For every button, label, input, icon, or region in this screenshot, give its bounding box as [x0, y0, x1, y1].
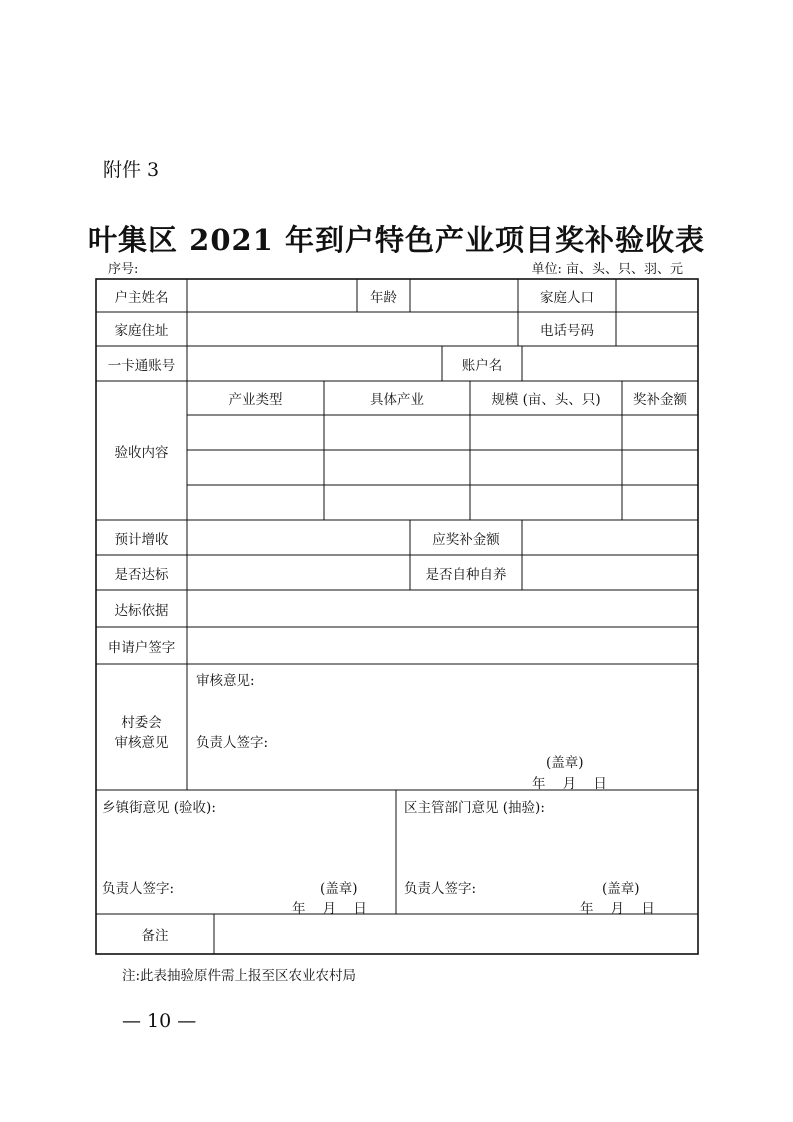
due-subsidy-amount-label: 应奖补金额	[432, 531, 500, 548]
account-name-label: 账户名	[461, 357, 503, 374]
standard-basis-label: 达标依据	[114, 602, 169, 619]
card-account-field[interactable]	[187, 346, 442, 381]
subsidy-amount-header: 奖补金额	[633, 392, 687, 408]
district-seal-label: (盖章)	[602, 881, 640, 897]
account-name-field[interactable]	[522, 346, 698, 381]
unit-label: 单位: 亩、头、只、羽、元	[531, 262, 683, 277]
village-date-label: 年 月 日	[532, 776, 607, 792]
due-subsidy-amount-field[interactable]	[522, 520, 698, 555]
acceptance-row[interactable]	[187, 450, 698, 485]
industry-type-header: 产业类型	[228, 392, 283, 408]
meets-standard-field[interactable]	[187, 555, 410, 590]
applicant-signature-label: 申请户签字	[107, 639, 176, 656]
village-responsible-signature-label: 负责人签字:	[196, 735, 269, 751]
remarks-label: 备注	[141, 928, 169, 944]
household-head-name-field[interactable]	[187, 279, 357, 312]
phone-number-field[interactable]	[616, 312, 698, 346]
acceptance-content-label: 验收内容	[114, 444, 169, 461]
age-field[interactable]	[410, 279, 518, 312]
township-date-label: 年 月 日	[292, 901, 367, 917]
acceptance-row[interactable]	[187, 415, 698, 450]
acceptance-row[interactable]	[187, 485, 698, 520]
standard-basis-field[interactable]	[187, 590, 698, 627]
village-committee-label-line1: 村委会	[121, 715, 162, 731]
township-opinion-label: 乡镇街意见 (验收):	[102, 800, 216, 816]
self-planted-raised-label: 是否自种自养	[425, 566, 507, 583]
footnote: 注:此表抽验原件需上报至区农业农村局	[122, 968, 357, 984]
family-size-field[interactable]	[616, 279, 698, 312]
self-planted-raised-field[interactable]	[522, 555, 698, 590]
phone-number-label: 电话号码	[540, 323, 594, 339]
scale-header: 规模 (亩、头、只)	[491, 392, 601, 408]
district-date-label: 年 月 日	[580, 901, 655, 917]
home-address-field[interactable]	[187, 312, 518, 346]
applicant-signature-field[interactable]	[187, 627, 698, 664]
township-seal-label: (盖章)	[320, 881, 358, 897]
village-seal-label: (盖章)	[546, 755, 584, 771]
remarks-field[interactable]	[214, 914, 698, 954]
township-responsible-signature-label: 负责人签字:	[102, 881, 175, 897]
attachment-label: 附件 3	[103, 159, 160, 181]
expected-income-label: 预计增收	[114, 531, 169, 548]
specific-industry-header: 具体产业	[370, 392, 424, 408]
serial-number-label: 序号:	[108, 262, 139, 277]
district-dept-opinion-label: 区主管部门意见 (抽验):	[404, 800, 545, 816]
review-opinion-label: 审核意见:	[196, 673, 255, 689]
expected-income-field[interactable]	[187, 520, 410, 555]
meets-standard-label: 是否达标	[114, 566, 169, 583]
age-label: 年龄	[370, 289, 397, 306]
village-committee-label-line2: 审核意见	[114, 735, 169, 751]
page-number: — 10 —	[122, 1010, 197, 1032]
district-responsible-signature-label: 负责人签字:	[404, 881, 477, 897]
page-title: 叶集区 2021 年到户特色产业项目奖补验收表	[88, 223, 705, 257]
home-address-label: 家庭住址	[114, 323, 169, 339]
family-size-label: 家庭人口	[540, 289, 594, 306]
card-account-label: 一卡通账号	[107, 357, 176, 374]
household-head-name-label: 户主姓名	[114, 289, 169, 306]
